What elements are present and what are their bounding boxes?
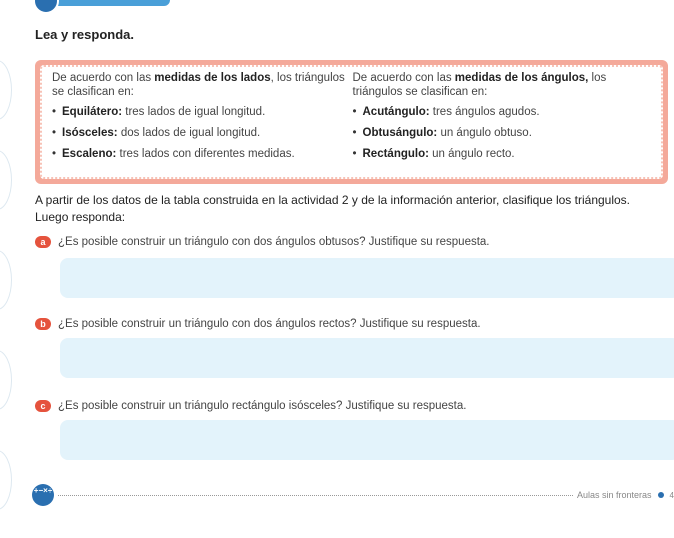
question-text: ¿Es posible construir un triángulo con dos ángulos obtusos? Justifique su respuesta. (58, 236, 490, 248)
angles-classification (353, 71, 654, 179)
intro-text: A partir de los datos de la tabla construida en la actividad 2 y de la información anterior, clasifique los triángulos. Luego responda: (35, 193, 631, 224)
question-a (35, 236, 490, 248)
list-item: • Equilátero: tres lados de igual longitud. (52, 105, 353, 119)
letter-badge: b (35, 318, 51, 330)
sides-classification (52, 71, 353, 179)
question-b (35, 318, 481, 330)
instruction-heading: Lea y responda. (35, 27, 134, 42)
list-item: • Escaleno: tres lados con diferentes medidas. (52, 147, 353, 161)
question-text: ¿Es posible construir un triángulo con dos ángulos rectos? Justifique su respuesta. (58, 318, 481, 330)
margin-decoration (0, 250, 12, 310)
activity-icon (33, 0, 59, 14)
answer-field-c[interactable] (60, 420, 674, 460)
question-c (35, 400, 466, 412)
letter-badge: a (35, 236, 51, 248)
text-bold: medidas de los lados (154, 72, 271, 84)
answer-field-a[interactable] (60, 258, 674, 298)
question-text: ¿Es posible construir un triángulo rectángulo isósceles? Justifique su respuesta. (58, 400, 467, 412)
activity-header-tab (40, 0, 170, 6)
footer-label: Aulas sin fronteras (577, 490, 652, 500)
footer (32, 484, 674, 506)
margin-decoration (0, 450, 12, 510)
text: , los triángulos se clasifican en: (52, 72, 345, 98)
text: De acuerdo con las (352, 72, 455, 84)
list-item: • Rectángulo: un ángulo recto. (353, 147, 654, 161)
margin-decoration (0, 60, 12, 120)
math-operations-icon: +−×÷ (32, 484, 54, 506)
page-number: 4 (669, 490, 674, 500)
margin-decoration (0, 350, 12, 410)
text: De acuerdo con las (52, 72, 155, 84)
list-item: • Isósceles: dos lados de igual longitud. (52, 126, 353, 140)
text-bold: medidas de los ángulos, (454, 72, 589, 84)
margin-decoration (0, 150, 12, 210)
dot-icon (658, 492, 664, 498)
list-item: • Obtusángulo: un ángulo obtuso. (353, 126, 654, 140)
dotted-divider (58, 495, 573, 496)
letter-badge: c (35, 400, 51, 412)
text: los triángulos se clasifican en: (352, 72, 607, 98)
answer-field-b[interactable] (60, 338, 674, 378)
list-item: • Acutángulo: tres ángulos agudos. (353, 105, 654, 119)
info-box (35, 60, 668, 184)
